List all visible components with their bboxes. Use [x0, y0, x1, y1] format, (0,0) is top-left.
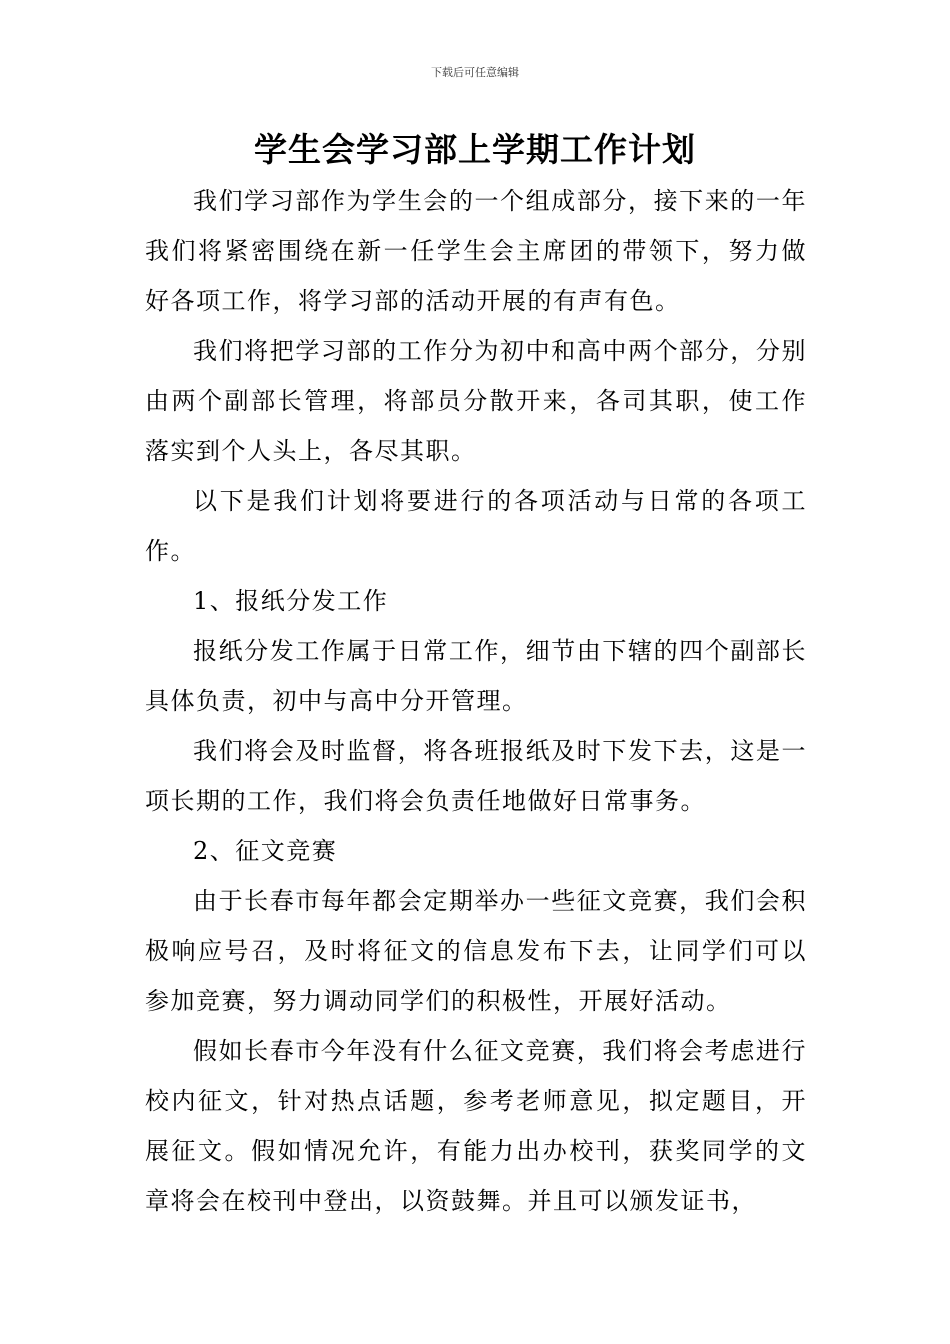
header-note: 下载后可任意编辑: [431, 66, 519, 79]
section-heading-newspaper: 1、报纸分发工作: [193, 587, 389, 615]
paragraph-intro: 我们学习部作为学生会的一个组成部分，接下来的一年我们将紧密围绕在新一任学生会主席团的带领下，努力做好各项工作，将学习部的活动开展的有声有色。: [145, 187, 807, 315]
document-body: [145, 176, 807, 1226]
paragraph-newspaper-supervision: 我们将会及时监督，将各班报纸及时下发下去，这是一项长期的工作，我们将会负责任地做好日常事务。: [145, 737, 807, 815]
paragraph-essay-contest-school: 假如长春市今年没有什么征文竞赛，我们将会考虑进行校内征文，针对热点话题，参考老师意见，拟定题目，开展征文。假如情况允许，有能力出办校刊，获奖同学的文章将会在校刊中登出，以资鼓舞。并且可以颁发证书，: [145, 1037, 807, 1215]
paragraph-essay-contest-city: 由于长春市每年都会定期举办一些征文竞赛，我们会积极响应号召，及时将征文的信息发布下去，让同学们可以参加竞赛，努力调动同学们的积极性，开展好活动。: [145, 887, 807, 1015]
paragraph-structure: 我们将把学习部的工作分为初中和高中两个部分，分别由两个副部长管理，将部员分散开来，各司其职，使工作落实到个人头上，各尽其职。: [145, 337, 807, 465]
paragraph-newspaper-duty: 报纸分发工作属于日常工作，细节由下辖的四个副部长具体负责，初中与高中分开管理。: [145, 637, 807, 715]
paragraph-overview: 以下是我们计划将要进行的各项活动与日常的各项工作。: [145, 487, 807, 565]
section-heading-essay-contest: 2、征文竞赛: [193, 837, 338, 865]
document-title: 学生会学习部上学期工作计划: [254, 130, 696, 169]
